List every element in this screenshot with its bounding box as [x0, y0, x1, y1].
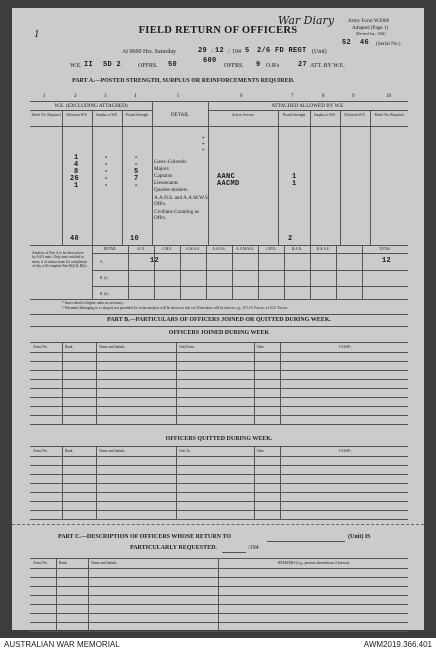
offrs-label: OFFRS.: [138, 63, 158, 69]
army-form-number: Army Form W3008: [348, 18, 390, 24]
analysis-col-header: A.A.M.W.S.: [236, 247, 254, 251]
footer-credit: AUSTRALIAN WAR MEMORIAL: [4, 640, 120, 649]
unit-value: 2/6 FD REGT: [257, 47, 307, 55]
analysis-col-header: R.A.A.F.: [316, 247, 330, 251]
column-header: Posted Strength: [282, 113, 306, 117]
column-header: Deficient W.E.: [344, 113, 366, 117]
group-attached-label: ATTACHED ALLOWED BY W.E.: [271, 103, 345, 109]
analysis-col-header: A.W.A.S.: [186, 247, 200, 251]
at-label: At 0600 Hrs. Saturday: [122, 49, 176, 55]
offrs-value: 50: [168, 61, 178, 69]
analysis-row-label: A.: [100, 260, 104, 264]
corner-mark: 1: [34, 30, 40, 40]
table-col-header: Name and Initials.: [99, 345, 126, 349]
footnote-1: * Insert detail of higher ranks as necessary.: [62, 301, 124, 305]
quitted-heading: OFFICERS QUITTED DURING WEEK.: [165, 436, 273, 442]
group-we-label: W.E. (EXCLUDING ATTACHED): [54, 103, 128, 109]
offrs2-label: OFFRS.: [224, 63, 244, 69]
deficient-value: 1: [74, 182, 79, 190]
surplus-value: -: [104, 168, 109, 176]
table-col-header: Rank.: [65, 345, 74, 349]
column-number: 10: [386, 93, 392, 99]
or2-value: 27: [298, 61, 308, 69]
rank-label: Civilians Counting as Offrs.: [154, 209, 199, 221]
arm-service-value: AACMD: [217, 180, 240, 188]
posted-value: -: [134, 182, 139, 190]
column-header: Surplus to W.E.: [95, 113, 119, 117]
offrs-value-2: 600: [203, 57, 217, 65]
unit-label: (Unit): [312, 49, 327, 55]
surplus-value: -: [104, 175, 109, 183]
surplus-value: -: [104, 182, 109, 190]
analysis-note: Analysis of Part A to be shown here by AAA units. Only units entitled to more, if of instructions for completion of this will complete Part B(i) & B(ii).: [32, 251, 88, 269]
at-day: 29: [198, 47, 208, 55]
arm-service-value: AANC: [217, 173, 236, 181]
column-header: Posted Strength: [125, 113, 149, 117]
table-col-header: Name and Initials.: [91, 561, 118, 565]
column-header: Surplus to W.E.: [313, 113, 337, 117]
table-col-header: Name and Initials.: [99, 449, 126, 453]
posted-value: 5: [134, 168, 139, 176]
posted-value: -: [134, 154, 139, 162]
rank-label: Majors: [154, 166, 169, 172]
at-year: 194: [232, 49, 241, 55]
total-we-deficient: 40: [70, 235, 80, 243]
part-c-unit-label: (Unit) IS: [348, 534, 371, 540]
table-col-header: Unit To.: [179, 449, 191, 453]
serial-label: (Serial No.): [376, 41, 401, 47]
at-year-digit: 5: [245, 47, 250, 55]
part-c-heading: PART C.—DESCRIPTION OF OFFICERS WHOSE RETURN TO: [58, 534, 231, 540]
column-header: Relief No. Required: [374, 113, 404, 117]
analysis-col-header: TOTAL: [379, 247, 391, 251]
part-c-date: /194: [248, 545, 259, 551]
posted-value: 7: [134, 175, 139, 183]
joined-heading: OFFICERS JOINED DURING WEEK: [168, 330, 270, 336]
part-c-requested: PARTICULARLY REQUESTED.: [130, 545, 217, 551]
part-a-heading: PART A.—POSTED STRENGTH, SURPLUS OR REINFORCEMENTS REQUIRED.: [72, 78, 295, 84]
deficient-value: 1: [74, 154, 79, 162]
footnote-2: † Personnel belonging to a category not provided for in the analysis will be shown in this col. Particulars will be shown, e.g., 35 U.S. Forces; 1a N.Z. Forces.: [62, 306, 288, 310]
detail-label: DETAIL: [170, 112, 190, 118]
rank-label: Lieutenants: [154, 180, 179, 186]
table-col-header: Army No.: [33, 345, 48, 349]
analysis-col-header: CIVIL: [266, 247, 276, 251]
column-number: 5: [177, 93, 180, 99]
total-posted: 10: [130, 235, 140, 243]
deficient-value: 4: [74, 161, 79, 169]
form-sheet: 1 War Diary Army Form W3008 Adapted (Page 1) (Revised Jan., 1944) FIELD RETURN OF OFFICERS At 0600 Hrs. Saturday 29 / 12 / 194 5 2/6 FD REGT (Unit) 52 46 (Serial No.) W.E. II SD 2 OFFRS. 50 600 OFFRS. 9 O.R's 27 ATT. BY W.E. PART A.—POSTED STRENGTH, SURPLUS OR REINFORCEMENTS REQUIRED. 1 2 3 4 5 6 7 8 9 10 W.E. (EXCLUDING ATTACHED) ATTACHED ALLOWED BY W.E. DETAIL Relief No. Required Deficient W.E. Surplus to W.E. Posted Strength Arm or Service Posted Strength Surplus to W.E. Deficient W.E. Relief No. Required Lieut.-Colonels Majors Captains Lieutenants Quarter-masters A.A.N.S. and A.A.M.W.S. Offrs. Civilians Counting as Offrs. * * * 1 4 8 26 1 - - - - - - - 5 7 - AANC AACMD 1 1 40 10 2 Analysis of Part A to be shown here by AAA units. Only units entitled to more, if of instructions for completion of this will complete Part B(i) & B(ii). DETAIL A.I.F. C.M.F. A.W.A.S. A.A.N.S. A.A.M.W.S. CIVIL R.A.N. R.A.A.F. TOTAL A. B. (i) B. (ii) 12 12 * Insert detail of higher ranks as necessary. † Personnel belonging to a category not provided for in the analysis will be shown in this col. Particulars will be shown, e.g., 35 U.S. Forces; 1a N.Z. Forces. PART B.—PARTICULARS OF OFFICERS JOINED OR QUITTED DURING WEEK. OFFICERS JOINED DURING WEEK Army No. Rank. Name and Initials. Unit From. Date. CAUSE. OFFICERS QUITTED DURING WEEK. Army No. Rank. Name and Initials. Unit To. Date. CAUSE. PART C.—DESCRIPTION OF OFFICERS WHOSE RETURN TO (Unit) IS PARTICULARLY REQUESTED. /194 Army No. Rank. Name and Initials. REMARKS (e.g., present whereabouts if known).: [12, 8, 424, 630]
attached-posted-value: 1: [292, 180, 297, 188]
table-col-header: Army No.: [33, 449, 48, 453]
analysis-col-header: R.A.N.: [291, 247, 303, 251]
table-col-header: CAUSE.: [338, 449, 352, 453]
column-header: Relief No. Required: [31, 113, 61, 117]
form-title: FIELD RETURN OF OFFICERS: [138, 25, 298, 36]
we-label: W.E.: [70, 63, 82, 69]
table-col-header: Army No.: [33, 561, 48, 565]
aif-value: 12: [150, 257, 160, 265]
rank-label: Quarter-masters: [154, 187, 188, 193]
analysis-col-header: A.A.N.S.: [212, 247, 226, 251]
footer-accession: AWM2019.366.401: [363, 640, 432, 649]
analysis-total-value: 12: [382, 257, 392, 265]
or-label: O.R's: [266, 63, 280, 69]
part-b-heading: PART B.—PARTICULARS OF OFFICERS JOINED OR QUITTED DURING WEEK.: [107, 317, 331, 323]
rank-label: Lieut.-Colonels: [154, 159, 187, 165]
column-number: 6: [240, 93, 243, 99]
table-col-header: Unit From.: [179, 345, 195, 349]
posted-value: -: [134, 161, 139, 169]
column-number: 4: [134, 93, 137, 99]
column-number: 9: [352, 93, 355, 99]
table-col-header: Rank.: [59, 561, 68, 565]
column-number: 8: [322, 93, 325, 99]
attached-posted-value: 1: [292, 173, 297, 181]
deficient-value: 26: [70, 175, 80, 183]
at-month: 12: [215, 47, 225, 55]
or-value: 9: [256, 61, 261, 69]
table-col-header: Date.: [257, 449, 265, 453]
deficient-value: 8: [74, 168, 79, 176]
army-form-revised: (Revised Jan., 1944): [356, 32, 386, 36]
analysis-row-label: B. (i): [100, 276, 108, 280]
analysis-col-header: C.M.F.: [162, 247, 172, 251]
table-col-header: Rank.: [65, 449, 74, 453]
surplus-value: -: [104, 154, 109, 162]
column-number: 1: [43, 93, 46, 99]
column-number: 7: [291, 93, 294, 99]
table-col-header: REMARKS (e.g., present whereabouts if known).: [278, 561, 350, 565]
column-number: 3: [104, 93, 107, 99]
rank-label: A.A.N.S. and A.A.M.W.S. Offrs.: [154, 195, 210, 207]
army-form-adapted: Adapted (Page 1): [352, 25, 389, 31]
total-attached: 2: [288, 235, 293, 243]
serial-no: 52: [342, 39, 352, 47]
table-col-header: Date.: [257, 345, 265, 349]
att-label: ATT. BY W.E.: [310, 63, 345, 69]
surplus-value: -: [104, 161, 109, 169]
we-value: II: [84, 61, 94, 69]
analysis-col-header: DETAIL: [103, 247, 117, 251]
we-value-2: SD 2: [103, 61, 122, 69]
column-header: Arm or Service: [231, 113, 255, 117]
serial-no-2: 46: [360, 39, 370, 47]
table-col-header: CAUSE.: [338, 345, 352, 349]
handwritten-note: War Diary: [278, 14, 335, 27]
column-number: 2: [74, 93, 77, 99]
analysis-col-header: A.I.F.: [136, 247, 146, 251]
column-header: Deficient W.E.: [66, 113, 88, 117]
analysis-row-label: B. (ii): [100, 292, 109, 296]
rank-label: Captains: [154, 173, 173, 179]
